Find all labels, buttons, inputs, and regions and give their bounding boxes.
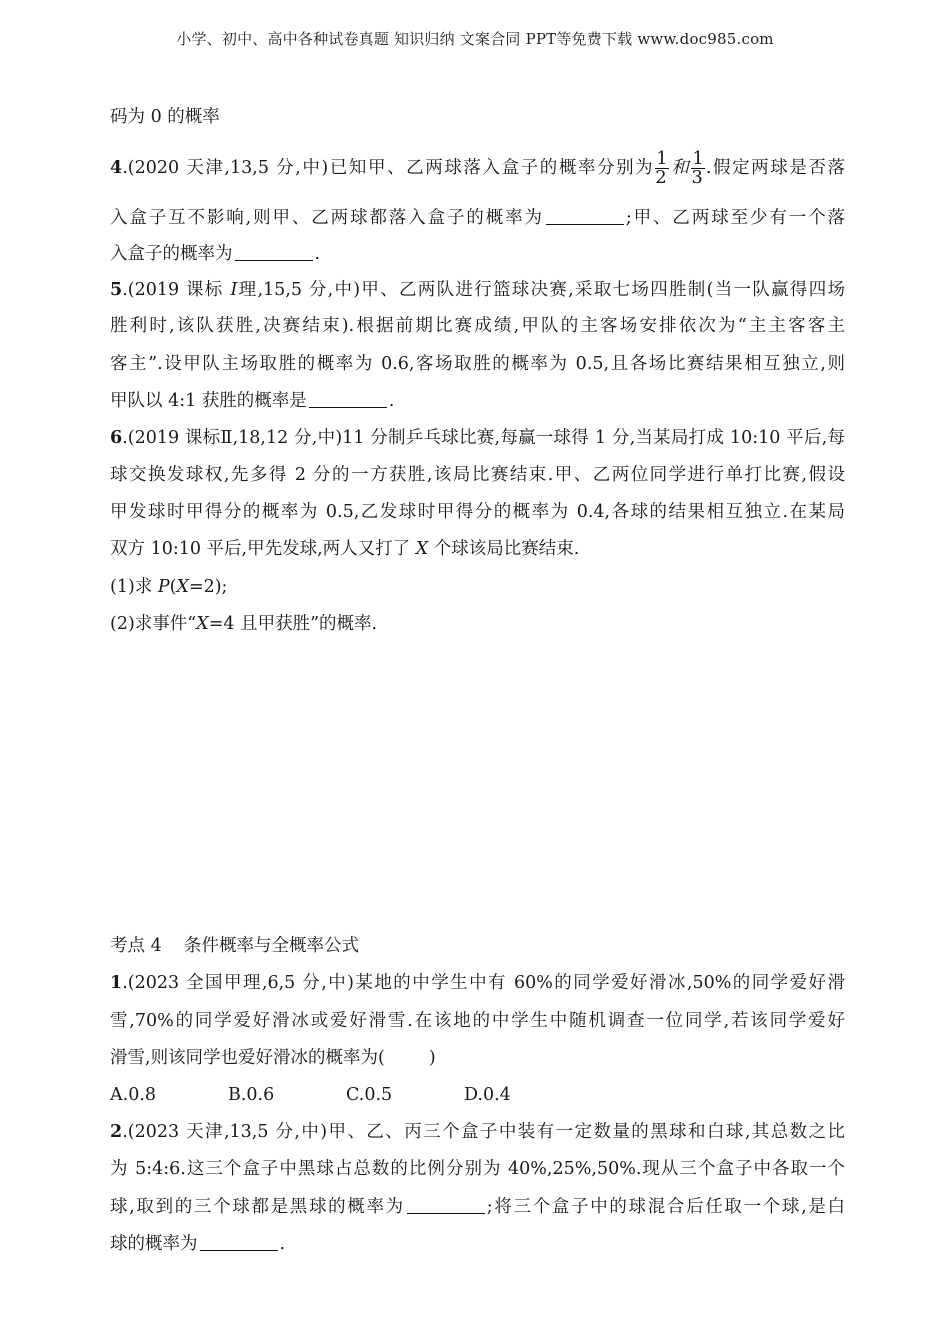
question-4-line-1 (110, 148, 846, 188)
answer-blank[interactable] (200, 1232, 278, 1251)
option-a[interactable]: A.0.8 (110, 1085, 157, 1105)
section-question-2-line-3 (110, 1195, 845, 1219)
text: 入盒子互不影响,则甲、乙两球都落入盒子的概率为 (110, 208, 544, 228)
section-question-1-line-2: 雪,70%的同学爱好滑冰或爱好滑雪.在该地的中学生中随机调查一位同学,若该同学爱好 (110, 1011, 845, 1031)
section-heading: 考点 4 条件概率与全概率公式 (110, 936, 359, 956)
variable: P (157, 577, 170, 597)
text: ) (428, 1048, 436, 1068)
text: .(2020 天津,13,5 分,中)已知甲、乙两球落入盒子的概率分别为 (122, 158, 655, 178)
question-6-line-3: 甲发球时甲得分的概率为 0.5,乙发球时甲得分的概率为 0.4,各球的结果相互独立.在某局 (110, 502, 845, 522)
question-6-line-1 (110, 426, 845, 450)
text: .假定两球是否落 (705, 158, 846, 178)
section-question-1-line-3 (110, 1046, 436, 1070)
variable: X (196, 614, 209, 634)
text: . (388, 391, 395, 411)
text: =2); (188, 577, 228, 597)
fraction-half (655, 150, 668, 187)
text: (2)求事件“ (110, 614, 197, 634)
text: .(2023 全国甲理,6,5 分,中)某地的中学生中有 60%的同学爱好滑冰,50%的同学爱好滑 (122, 973, 845, 993)
question-number: 1 (110, 973, 123, 993)
section-question-2-line-2: 为 5:4:6.这三个盒子中黑球占总数的比例分别为 40%,25%,50%.现从三个盒子中各取一个 (110, 1159, 845, 1179)
numerator: 1 (692, 148, 704, 169)
text: 滑雪,则该同学也爱好滑冰的概率为( (110, 1048, 385, 1068)
section-question-1-line-1 (110, 971, 845, 995)
text: 甲队以 4:1 获胜的概率是 (110, 391, 307, 411)
text: ;将三个盒子中的球混合后任取一个球,是白 (486, 1197, 845, 1217)
text: 双方 10:10 平后,甲先发球,两人又打了 (110, 539, 416, 559)
answer-blank[interactable] (407, 1195, 485, 1214)
question-number: 6 (110, 428, 123, 448)
question-6-part-2 (110, 612, 377, 636)
q3-tail: 码为 0 的概率 (110, 107, 220, 127)
text: 和 (669, 158, 691, 178)
question-number: 5 (110, 280, 123, 300)
text: . (279, 1234, 286, 1254)
question-5-line-1 (110, 278, 845, 302)
question-5-line-3: 客主”.设甲队主场取胜的概率为 0.6,客场取胜的概率为 0.5,且各场比赛结果相互独立,则 (110, 354, 845, 374)
denominator: 3 (691, 167, 703, 188)
variable: X (415, 539, 429, 559)
option-b[interactable]: B.0.6 (228, 1085, 275, 1105)
section-question-2-line-1 (110, 1120, 845, 1144)
text: =4 且甲获胜”的概率. (208, 614, 378, 634)
text: 理,15,5 分,中)甲、乙两队进行篮球决赛,采取七场四胜制(当一队赢得四场 (238, 280, 845, 300)
question-4-line-3 (110, 242, 320, 266)
question-6-line-2: 球交换发球权,先多得 2 分的一方获胜,该局比赛结束.甲、乙两位同学进行单打比赛,假设 (110, 465, 845, 485)
answer-blank[interactable] (546, 206, 624, 225)
option-d[interactable]: D.0.4 (464, 1085, 511, 1105)
question-4-line-2 (110, 206, 845, 230)
text: 入盒子的概率为 (110, 244, 233, 264)
text: ;甲、乙两球至少有一个落 (625, 208, 846, 228)
answer-blank[interactable] (309, 389, 387, 408)
text: ( (169, 577, 177, 597)
question-number: 4 (110, 158, 123, 178)
text: .(2019 课标Ⅱ,18,12 分,中)11 分制乒乓球比赛,每赢一球得 1 分,当某局打成 10:10 平后,每 (122, 428, 845, 448)
answer-blank[interactable] (235, 242, 313, 261)
text: Ⅰ (230, 280, 239, 300)
question-6-part-1 (110, 575, 227, 599)
question-5-line-4 (110, 389, 394, 413)
text: (1)求 (110, 577, 158, 597)
text: 球的概率为 (110, 1234, 198, 1254)
page-header: 小学、初中、高中各种试卷真题 知识归纳 文案合同 PPT等免费下载 www.doc985.com (176, 30, 774, 48)
text: . (314, 244, 321, 264)
question-number: 2 (110, 1122, 123, 1142)
text: .(2019 课标 (122, 280, 231, 300)
text: .(2023 天津,13,5 分,中)甲、乙、丙三个盒子中装有一定数量的黑球和白球,其总数之比 (122, 1122, 845, 1142)
question-6-line-4 (110, 537, 579, 561)
numerator: 1 (656, 148, 668, 169)
options-row (110, 1083, 582, 1107)
fraction-third (691, 150, 704, 187)
variable: X (176, 577, 189, 597)
text: 个球该局比赛结束. (428, 539, 580, 559)
section-question-2-line-4 (110, 1232, 285, 1256)
option-c[interactable]: C.0.5 (346, 1085, 393, 1105)
question-5-line-2: 胜利时,该队获胜,决赛结束).根据前期比赛成绩,甲队的主客场安排依次为“主主客客主 (110, 316, 845, 336)
denominator: 2 (655, 167, 667, 188)
text: 球,取到的三个球都是黑球的概率为 (110, 1197, 405, 1217)
